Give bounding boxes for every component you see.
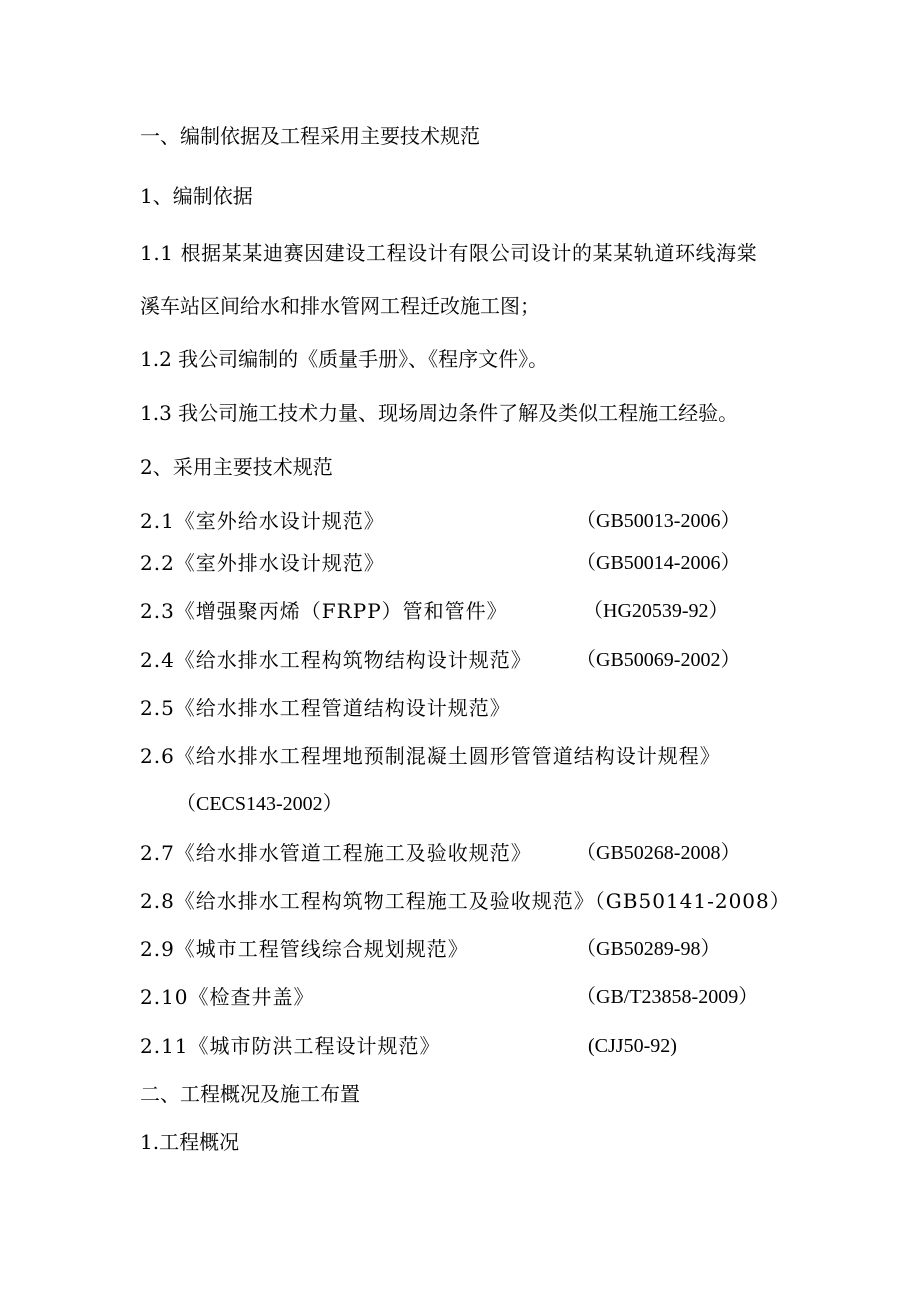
- standard-name: 2.3《增强聚丙烯（FRPP）管和管件》: [140, 599, 508, 623]
- standard-name: 2.2《室外排水设计规范》: [140, 551, 385, 575]
- paragraph-1-1-line-2: 溪车站区间给水和排水管网工程迁改施工图；: [140, 294, 540, 318]
- standard-code: （GB50268-2008）: [576, 842, 741, 864]
- standard-code: （GB50014-2006）: [576, 552, 741, 574]
- standard-name: 2.11《城市防洪工程设计规范》: [140, 1034, 441, 1058]
- subheading-project-overview: 1.工程概况: [140, 1130, 240, 1154]
- standard-name: 2.4《给水排水工程构筑物结构设计规范》: [140, 648, 532, 672]
- standard-name: 2.6《给水排水工程埋地预制混凝土圆形管管道结构设计规程》: [140, 744, 721, 768]
- standard-name: 2.10《检查井盖》: [140, 985, 315, 1009]
- standard-code: （GB/T23858-2009）: [576, 986, 759, 1008]
- standard-code: （CECS143-2002）: [176, 793, 343, 815]
- standard-name: 2.7《给水排水管道工程施工及验收规范》: [140, 841, 532, 865]
- standard-name: 2.5《给水排水工程管道结构设计规范》: [140, 696, 511, 720]
- standard-code: （GB50013-2006）: [576, 510, 741, 532]
- paragraph-1-2: 1.2 我公司编制的《质量手册》、《程序文件》。: [140, 347, 549, 371]
- standard-code: （HG20539-92）: [583, 600, 729, 622]
- standard-name: 2.8《给水排水工程构筑物工程施工及验收规范》（GB50141-2008）: [140, 889, 791, 913]
- standard-code: （GB50069-2002）: [576, 649, 741, 671]
- standard-code: (CJJ50-92): [588, 1035, 677, 1057]
- subheading-compilation-basis: 1、编制依据: [140, 184, 253, 208]
- standard-code: （GB50289-98）: [576, 938, 721, 960]
- section-heading-1: 一、编制依据及工程采用主要技术规范: [140, 124, 480, 148]
- paragraph-1-3: 1.3 我公司施工技术力量、现场周边条件了解及类似工程施工经验。: [140, 401, 739, 425]
- paragraph-1-1-line-1: 1.1 根据某某迪赛因建设工程设计有限公司设计的某某轨道环线海棠: [140, 241, 758, 265]
- section-heading-2: 二、工程概况及施工布置: [140, 1082, 360, 1106]
- subheading-technical-standards: 2、采用主要技术规范: [140, 455, 333, 479]
- standard-name: 2.1《室外给水设计规范》: [140, 509, 385, 533]
- standard-name: 2.9《城市工程管线综合规划规范》: [140, 937, 469, 961]
